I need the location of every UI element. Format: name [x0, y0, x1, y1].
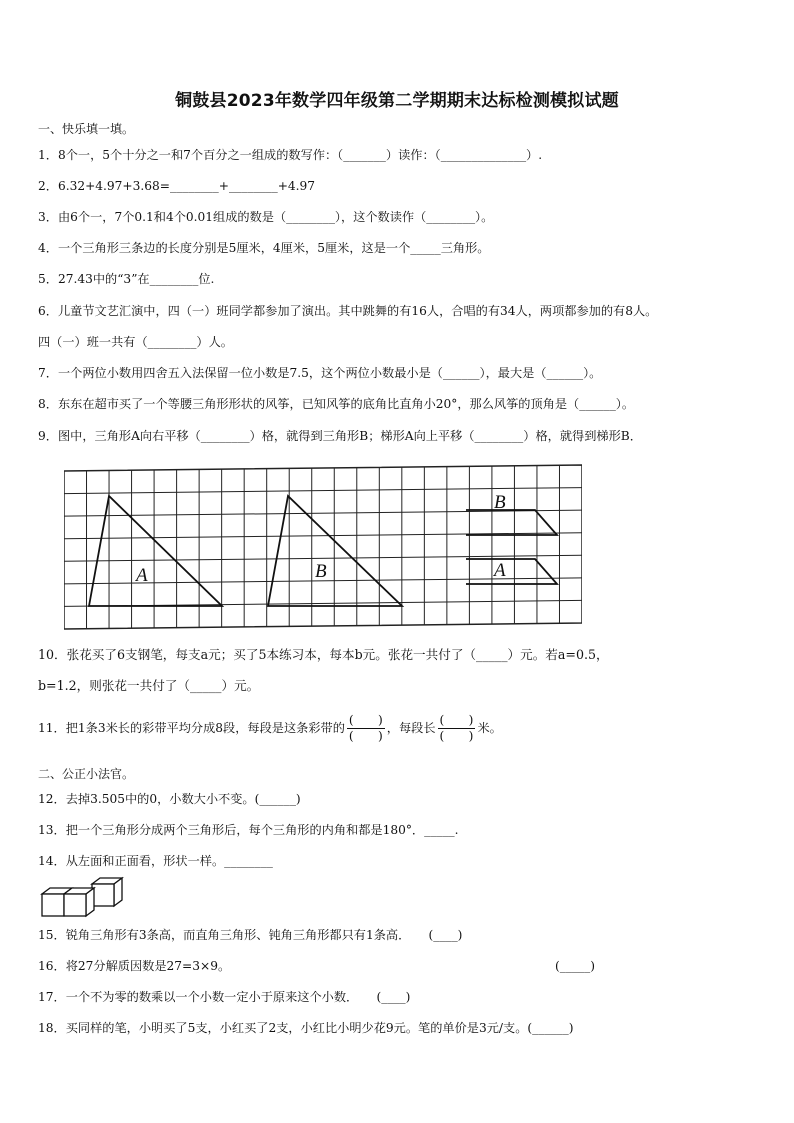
- question-16-answer-blank: (_____): [555, 959, 595, 973]
- question-5: 5．27.43中的“3”在________位.: [38, 272, 215, 286]
- question-9: 9．图中，三角形A向右平移（________）格，就得到三角形B；梯形A向上平移（________）格，就得到梯形B．: [38, 429, 642, 443]
- fraction-1-numerator: ( ): [348, 713, 383, 727]
- question-4: 4．一个三角形三条边的长度分别是5厘米，4厘米，5厘米，这是一个_____三角形。: [38, 241, 490, 255]
- translation-grid-figure: [64, 463, 582, 631]
- section-heading-judge: 二、公正小法官。: [38, 767, 135, 781]
- page-title: 铜鼓县2023年数学四年级第二学期期末达标检测模拟试题: [175, 91, 619, 111]
- question-11-middle: ，每段长: [386, 721, 436, 735]
- question-10-line-1: 10．张花买了6支钢笔，每支a元；买了5本练习本，每本b元。张花一共付了（_____）元。若a=0.5，: [38, 647, 609, 662]
- question-10-line-2: b=1.2，则张花一共付了（_____）元。: [38, 678, 260, 693]
- fraction-1-denominator: ( ): [348, 729, 383, 743]
- triangle-a-label: A: [136, 565, 148, 586]
- fraction-2-denominator: ( ): [439, 729, 474, 743]
- question-6-line-1: 6．儿童节文艺汇演中，四（一）班同学都参加了演出。其中跳舞的有16人，合唱的有34人，两项都参加的有8人。: [38, 304, 658, 318]
- question-2: 2．6.32+4.97+3.68=________+________+4.97: [38, 179, 316, 193]
- question-14: 14．从左面和正面看，形状一样。________: [38, 854, 273, 868]
- question-6-line-2: 四（一）班一共有（________）人。: [38, 335, 233, 349]
- trapezoid-a-shape: [466, 559, 557, 584]
- question-12: 12．去掉3.505中的0，小数大小不变。(______): [38, 792, 301, 806]
- question-15: 15．锐角三角形有3条高，而直角三角形、钝角三角形都只有1条高． (____): [38, 928, 463, 942]
- question-16: 16．将27分解质因数是27=3×9。: [38, 959, 231, 973]
- trapezoid-b-label: B: [494, 492, 506, 513]
- question-11-suffix: 米。: [477, 721, 502, 735]
- question-7: 7．一个两位小数用四舍五入法保留一位小数是7.5，这个两位小数最小是（______），最大是（______）。: [38, 366, 602, 380]
- fraction-blank-1: [347, 713, 385, 744]
- fraction-2-numerator: ( ): [439, 713, 474, 727]
- question-1: 1．8个一，5个十分之一和7个百分之一组成的数写作：（_______）读作：（______________）.: [38, 148, 543, 162]
- triangle-b-label: B: [315, 561, 327, 582]
- question-3: 3．由6个一，7个0.1和4个0.01组成的数是（________），这个数读作（________）。: [38, 210, 494, 224]
- question-18: 18．买同样的笔，小明买了5支，小红买了2支，小红比小明少花9元。笔的单价是3元/支。(______): [38, 1021, 574, 1035]
- trapezoid-b-shape: [466, 510, 557, 535]
- question-17: 17．一个不为零的数乘以一个小数一定小于原来这个小数． (____): [38, 990, 411, 1004]
- trapezoid-a-label: A: [494, 560, 506, 581]
- section-heading-fill: 一、快乐填一填。: [38, 122, 135, 136]
- question-13: 13．把一个三角形分成两个三角形后，每个三角形的内角和都是180°．_____.: [38, 823, 459, 837]
- question-11-prefix: 11．把1条3米长的彩带平均分成8段，每段是这条彩带的: [38, 721, 345, 735]
- cube-stack-figure: [40, 876, 126, 918]
- fraction-blank-2: [438, 713, 476, 744]
- question-8: 8．东东在超市买了一个等腰三角形形状的风筝，已知风筝的底角比直角小20°，那么风筝的顶角是（______）。: [38, 397, 635, 411]
- question-11: [38, 710, 502, 746]
